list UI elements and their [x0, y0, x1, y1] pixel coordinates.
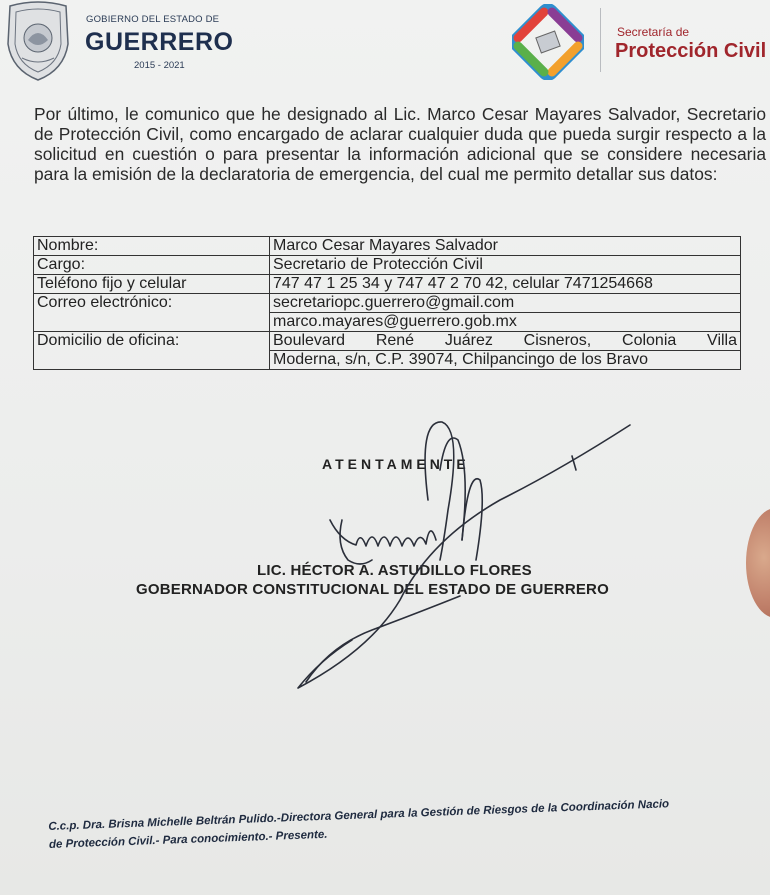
table-label: Cargo: [34, 256, 270, 275]
gov-line-1: GOBIERNO DEL ESTADO DE [86, 14, 220, 25]
table-row [34, 332, 741, 370]
gov-years: 2015 - 2021 [134, 60, 185, 71]
table-row [34, 294, 741, 332]
table-value: Secretario de Protección Civil [270, 256, 741, 275]
table-value [270, 332, 741, 370]
table-row [34, 237, 741, 256]
pc-title: Protección Civil [615, 40, 767, 62]
closing-text: ATENTAMENTE [322, 456, 470, 472]
signer-name: LIC. HÉCTOR A. ASTUDILLO FLORES [257, 562, 532, 579]
table-label: Nombre: [34, 237, 270, 256]
address-line-2: Moderna, s/n, C.P. 39074, Chilpancingo de los Bravo [270, 350, 740, 369]
pc-subtitle: Secretaría de [617, 25, 690, 39]
table-label: Domicilio de oficina: [34, 332, 270, 370]
email-primary: secretariopc.guerrero@gmail.com [273, 294, 515, 311]
ccp-note [48, 790, 770, 854]
table-label: Correo electrónico: [34, 294, 270, 332]
table-value: Marco Cesar Mayares Salvador [270, 237, 741, 256]
header-divider [600, 8, 601, 72]
signer-title: GOBERNADOR CONSTITUCIONAL DEL ESTADO DE GUERRERO [136, 581, 609, 598]
gov-title: GUERRERO [85, 28, 234, 56]
ccp-line-1: C.c.p. Dra. Brisna Michelle Beltrán Pulido.-Directora General para la Gestión de Riesgos de la Coordinación Nacio [48, 798, 670, 833]
state-seal-icon [4, 0, 72, 82]
finger-obstruction [746, 508, 770, 618]
address-line-1: Boulevard René Juárez Cisneros, Colonia Villa [273, 332, 737, 349]
email-secondary: marco.mayares@guerrero.gob.mx [270, 312, 740, 331]
contact-table [33, 236, 741, 370]
table-row [34, 256, 741, 275]
table-label: Teléfono fijo y celular [34, 275, 270, 294]
table-row [34, 275, 741, 294]
table-value [270, 294, 741, 332]
proteccion-civil-logo-icon [512, 4, 584, 80]
ccp-line-2: de Protección Civil.- Para conocimiento.- Presente. [48, 828, 328, 851]
table-value: 747 47 1 25 34 y 747 47 2 70 42, celular 7471254668 [270, 275, 741, 294]
body-paragraph: Por último, le comunico que he designado al Lic. Marco Cesar Mayares Salvador, Secretario de Protección Civil, como encargado de aclarar cualquier duda que pueda surgir respecto a la solicitud en cuestión o para presentar la información adicional que se considere necesaria para la emisión de la declaratoria de emergencia, del cual me permito detallar sus datos: [34, 104, 766, 184]
